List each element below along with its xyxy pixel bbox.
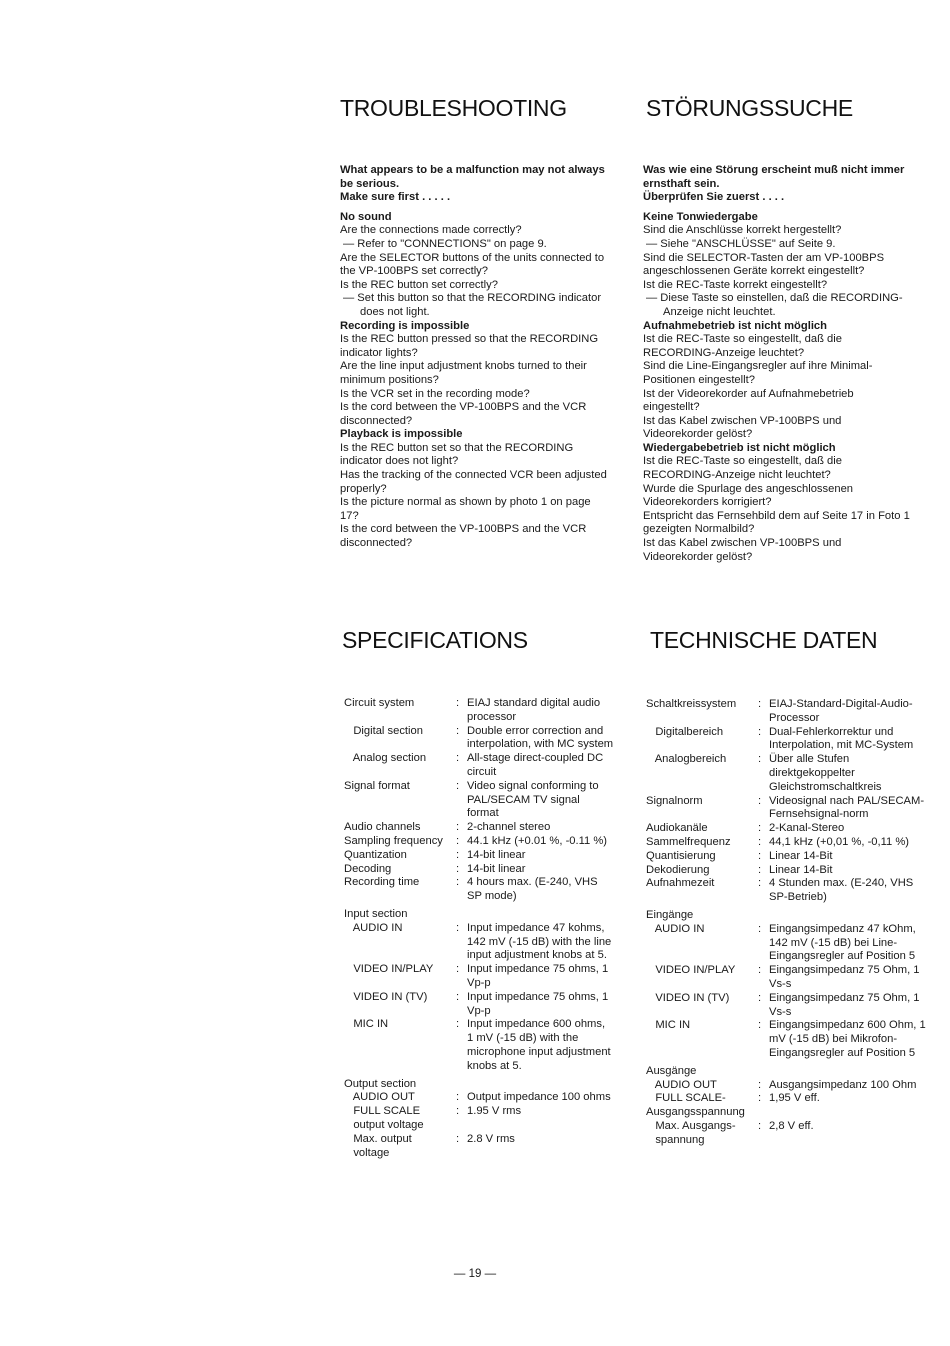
spec-colon: :: [456, 1105, 460, 1118]
spec-value: 4 Stunden max. (E-240, VHS SP-Betrieb): [769, 877, 914, 904]
stoerungssuche-title: STÖRUNGSSUCHE: [646, 95, 853, 121]
spec-row: [646, 1019, 928, 1060]
spec-label: VIDEO IN (TV): [344, 990, 428, 1003]
spec-colon: :: [758, 964, 762, 977]
page-number: — 19 —: [453, 1268, 497, 1280]
spec-value: 14-bit linear: [467, 848, 526, 861]
spec-colon: :: [456, 1132, 460, 1145]
spec-row: [646, 877, 928, 905]
spec-label: Schaltkreissystem: [646, 698, 737, 710]
spec-label: FULL SCALE- Ausgangsspannung: [646, 1092, 745, 1119]
troubleshooting-title: TROUBLESHOOTING: [340, 95, 567, 121]
text-line: — Refer to "CONNECTIONS" on page 9.: [343, 237, 547, 250]
spec-label: Dekodierung: [646, 863, 710, 876]
spec-label: Max. output voltage: [353, 1132, 412, 1159]
spec-row: [344, 876, 614, 904]
spec-value: 44,1 kHz (+0,01 %, -0,11 %): [769, 835, 910, 848]
spec-colon: :: [456, 862, 460, 875]
spec-colon: :: [758, 794, 762, 807]
text-line: Ist das Kabel zwischen VP-100BPS und Videorekorder gelöst?: [643, 537, 842, 563]
section-heading: Aufnahmebetrieb ist nicht möglich: [643, 319, 827, 332]
spec-row: [646, 726, 928, 754]
spec-value: 44.1 kHz (+0.01 %, -0.11 %): [467, 834, 608, 847]
spec-colon: :: [456, 848, 460, 861]
spec-row: [344, 1105, 614, 1133]
text-line: — Set this button so that the RECORDING indicator does not light.: [343, 292, 602, 318]
spec-label: Audiokanäle: [646, 822, 708, 835]
spec-label: Quantisierung: [646, 849, 716, 862]
spec-label: VIDEO IN/PLAY: [344, 963, 434, 976]
spec-label: Circuit system: [344, 697, 415, 709]
section-heading: What appears to be a malfunction may not always be serious.: [340, 164, 605, 190]
spec-colon: :: [758, 991, 762, 1004]
specifications-table: [344, 697, 614, 1160]
text-line: Ist die REC-Taste so eingestellt, daß die RECORDING-Anzeige nicht leuchtet?: [643, 455, 842, 482]
section-heading: Überprüfen Sie zuerst . . . .: [643, 191, 785, 204]
section-heading: Wiedergabebetrieb ist nicht möglich: [643, 441, 836, 454]
spec-row: [646, 698, 928, 726]
spec-colon: :: [456, 990, 460, 1003]
spec-row: [344, 752, 614, 780]
spec-value: Eingangsimpedanz 75 Ohm, 1 Vs-s: [769, 964, 920, 990]
spec-row: [646, 753, 928, 794]
text-line: Ist der Videorekorder auf Aufnahmebetrieb eingestellt?: [643, 387, 854, 414]
spec-colon: :: [456, 821, 460, 834]
spec-row: [646, 1092, 928, 1120]
spec-colon: :: [758, 835, 762, 848]
spec-row: [344, 1091, 614, 1105]
section-heading: Recording is impossible: [340, 319, 470, 332]
text-line: Sind die Anschlüsse korrekt hergestellt?: [643, 224, 842, 237]
text-line: Sind die Line-Eingangsregler auf ihre Minimal-Positionen eingestellt?: [643, 360, 873, 386]
text-line: Is the REC button set so that the RECORDING indicator does not light?: [340, 441, 574, 468]
spec-group-heading: Output section: [344, 1077, 417, 1090]
spec-value: Eingangsimpedanz 47 kOhm, 142 mV (-15 dB) bei Line-Eingangsregler auf Position 5: [769, 922, 916, 963]
spec-value: EIAJ standard digital audio processor: [467, 697, 601, 723]
spec-label: Sammelfrequenz: [646, 835, 731, 848]
spec-label: Sampling frequency: [344, 834, 443, 847]
specifications-title: SPECIFICATIONS: [342, 627, 528, 653]
text-line: Wurde die Spurlage des angeschlossenen Videorekorders korrigiert?: [643, 482, 854, 509]
text-line: Is the REC button set correctly?: [340, 278, 498, 291]
spec-row: [344, 1018, 614, 1073]
spec-colon: :: [758, 1119, 762, 1132]
spec-label: VIDEO IN/PLAY: [646, 964, 736, 977]
text-line: Is the cord between the VP-100BPS and the VCR disconnected?: [340, 401, 587, 427]
spec-value: Input impedance 75 ohms, 1 Vp-p: [467, 990, 609, 1017]
spec-label: Analogbereich: [646, 753, 727, 766]
spec-value: Output impedance 100 ohms: [467, 1091, 611, 1104]
spec-row: [646, 1120, 928, 1148]
spec-row: [344, 963, 614, 991]
technische-daten-title: TECHNISCHE DATEN: [650, 627, 878, 653]
spec-value: Linear 14-Bit: [769, 849, 833, 862]
spec-row: [646, 836, 928, 850]
text-line: Ist die REC-Taste so eingestellt, daß die RECORDING-Anzeige leuchtet?: [643, 333, 842, 359]
spec-colon: :: [758, 1019, 762, 1032]
spec-value: 2-channel stereo: [467, 821, 551, 834]
spec-label: AUDIO OUT: [344, 1091, 415, 1104]
spec-value: Input impedance 47 kohms, 142 mV (-15 dB) with the line input adjustment knobs at 5.: [467, 921, 612, 962]
spec-value: Input impedance 600 ohms, 1 mV (-15 dB) with the microphone input adjustment knobs at 5.: [467, 1018, 611, 1072]
spec-colon: :: [758, 725, 762, 738]
spec-value: Ausgangsimpedanz 100 Ohm: [769, 1078, 917, 1091]
spec-group-heading: Input section: [344, 907, 408, 920]
spec-colon: :: [758, 698, 762, 710]
spec-colon: :: [456, 752, 460, 765]
spec-group-heading: Ausgänge: [646, 1064, 697, 1077]
text-line: Ist das Kabel zwischen VP-100BPS und Videorekorder gelöst?: [643, 414, 842, 441]
spec-value: 14-bit linear: [467, 862, 526, 875]
section-heading: Make sure first . . . . .: [340, 191, 451, 204]
spec-row: [646, 822, 928, 836]
text-line: Are the connections made correctly?: [340, 224, 522, 237]
spec-row: [344, 1133, 614, 1161]
text-line: Ist die REC-Taste korrekt eingestellt?: [643, 278, 828, 291]
spec-label: Analog section: [344, 752, 427, 765]
spec-colon: :: [758, 822, 762, 835]
spec-label: MIC IN: [344, 1018, 389, 1031]
spec-row: [646, 992, 928, 1020]
text-line: Are the SELECTOR buttons of the units connected to the VP-100BPS set correctly?: [340, 251, 605, 278]
spec-value: Eingangsimpedanz 600 Ohm, 1 mV (-15 dB) bei Mikrofon-Eingangsregler auf Position 5: [769, 1019, 926, 1059]
spec-value: 1,95 V eff.: [769, 1092, 820, 1105]
spec-colon: :: [456, 921, 460, 934]
spec-colon: :: [758, 1078, 762, 1091]
spec-value: Videosignal nach PAL/SECAM-Fernsehsignal-norm: [769, 794, 925, 821]
spec-colon: :: [456, 724, 460, 737]
section-heading: Was wie eine Störung erscheint muß nicht immer ernsthaft sein.: [643, 164, 905, 190]
spec-label: Signalnorm: [646, 794, 703, 807]
spec-value: Double error correction and interpolation, with MC system: [467, 724, 614, 751]
spec-colon: :: [758, 922, 762, 935]
spec-row: [646, 964, 928, 992]
spec-colon: :: [758, 1092, 762, 1105]
technische-daten-table: [646, 698, 928, 1148]
spec-value: 2,8 V eff.: [769, 1119, 814, 1132]
spec-value: 1.95 V rms: [467, 1105, 522, 1118]
spec-row: [344, 821, 614, 835]
spec-row: [646, 850, 928, 864]
spec-colon: :: [456, 834, 460, 847]
text-line: Is the VCR set in the recording mode?: [340, 387, 530, 400]
spec-label: Recording time: [344, 876, 420, 889]
stoerungssuche-body: [643, 164, 911, 564]
spec-row: [344, 849, 614, 863]
text-line: — Siehe "ANSCHLÜSSE" auf Seite 9.: [646, 237, 836, 250]
text-line: Has the tracking of the connected VCR been adjusted properly?: [340, 469, 607, 495]
spec-value: All-stage direct-coupled DC circuit: [467, 752, 604, 778]
spec-colon: :: [456, 963, 460, 976]
spec-row: [646, 795, 928, 823]
spec-value: Video signal conforming to PAL/SECAM TV signal format: [467, 779, 599, 820]
spec-value: Eingangsimpedanz 75 Ohm, 1 Vs-s: [769, 991, 920, 1018]
spec-label: Digitalbereich: [646, 725, 724, 738]
spec-label: Aufnahmezeit: [646, 877, 715, 890]
spec-row: [344, 835, 614, 849]
spec-row: [646, 923, 928, 964]
spec-colon: :: [456, 1018, 460, 1031]
spec-row: [646, 1079, 928, 1093]
spec-value: Input impedance 75 ohms, 1 Vp-p: [467, 963, 609, 989]
spec-row: [344, 697, 614, 725]
section-heading: Playback is impossible: [340, 428, 463, 441]
spec-label: VIDEO IN (TV): [646, 991, 730, 1004]
text-line: Entspricht das Fernsehbild dem auf Seite 17 in Foto 1 gezeigten Normalbild?: [643, 509, 910, 536]
spec-row: [344, 991, 614, 1019]
spec-row: [344, 863, 614, 877]
text-line: Is the cord between the VP-100BPS and the VCR disconnected?: [340, 523, 587, 550]
spec-colon: :: [758, 753, 762, 766]
spec-row: [344, 780, 614, 821]
spec-colon: :: [456, 697, 460, 709]
spec-value: Dual-Fehlerkorrektur und Interpolation, mit MC-System: [769, 725, 914, 752]
spec-colon: :: [456, 779, 460, 792]
spec-label: Max. Ausgangs- spannung: [655, 1119, 736, 1146]
spec-colon: :: [758, 863, 762, 876]
spec-label: FULL SCALE output voltage: [353, 1105, 424, 1131]
spec-label: Decoding: [344, 862, 392, 875]
spec-colon: :: [456, 1091, 460, 1104]
troubleshooting-body: [340, 164, 608, 551]
text-line: Is the picture normal as shown by photo 1 on page 17?: [340, 496, 591, 522]
spec-label: Audio channels: [344, 821, 421, 834]
spec-group-heading: Eingänge: [646, 908, 694, 921]
spec-value: EIAJ-Standard-Digital-Audio-Processor: [769, 698, 913, 724]
section-heading: Keine Tonwiedergabe: [643, 210, 758, 223]
text-line: Are the line input adjustment knobs turned to their minimum positions?: [340, 360, 587, 386]
text-line: Sind die SELECTOR-Tasten der am VP-100BPS angeschlossenen Geräte korrekt eingestellt?: [643, 251, 885, 278]
section-heading: No sound: [340, 210, 392, 223]
spec-row: [344, 725, 614, 753]
spec-value: 2.8 V rms: [467, 1132, 515, 1145]
spec-value: 2-Kanal-Stereo: [769, 822, 845, 835]
spec-label: Digital section: [344, 724, 423, 737]
spec-row: [646, 864, 928, 878]
text-line: Is the REC button pressed so that the RECORDING indicator lights?: [340, 333, 599, 359]
spec-colon: :: [758, 877, 762, 890]
spec-colon: :: [456, 876, 460, 889]
spec-label: AUDIO IN: [344, 921, 403, 934]
spec-row: [344, 922, 614, 963]
spec-value: Linear 14-Bit: [769, 863, 833, 876]
text-line: — Diese Taste so einstellen, daß die RECORDING-Anzeige nicht leuchtet.: [646, 292, 903, 318]
spec-label: MIC IN: [646, 1019, 691, 1032]
spec-label: AUDIO OUT: [646, 1078, 717, 1091]
spec-label: AUDIO IN: [646, 922, 705, 935]
spec-value: 4 hours max. (E-240, VHS SP mode): [467, 876, 598, 903]
spec-label: Signal format: [344, 779, 410, 792]
spec-colon: :: [758, 849, 762, 862]
spec-value: Über alle Stufen direktgekoppelter Gleichstromschaltkreis: [769, 753, 882, 793]
spec-label: Quantization: [344, 848, 407, 861]
